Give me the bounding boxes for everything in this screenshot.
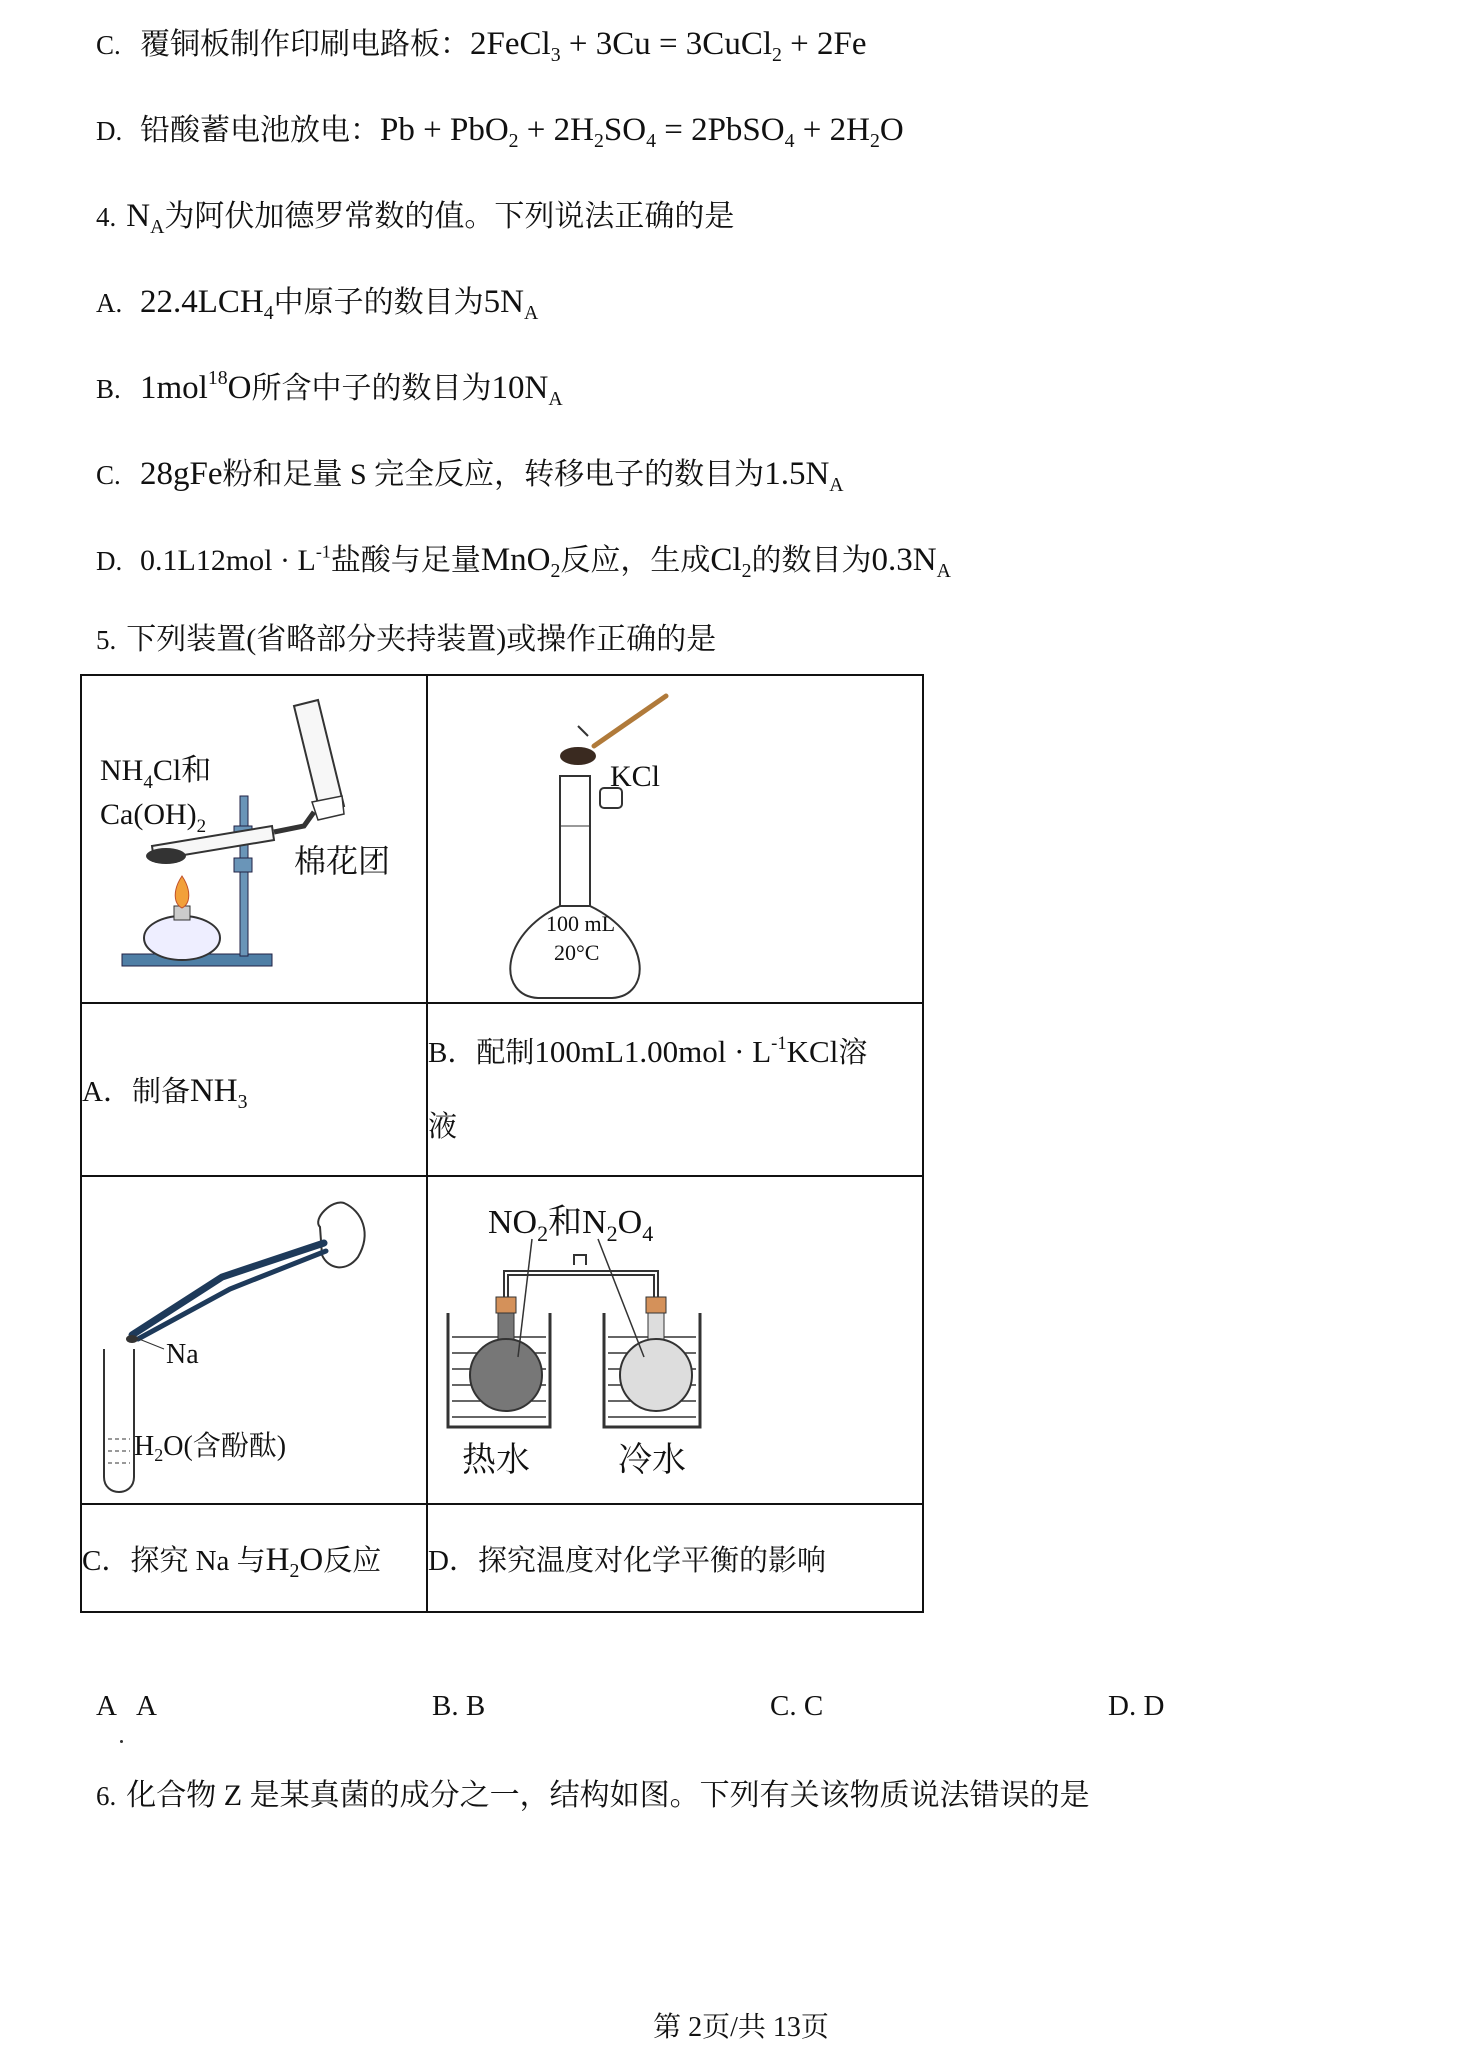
gas-label: $NO_2$和$N_2O_4$ (488, 1204, 654, 1246)
ammonia-apparatus-image (82, 676, 426, 1002)
question-4 (96, 196, 734, 237)
question-text: 下列装置(省略部分夹持装置)或操作正确的是 (126, 623, 717, 656)
flask-temp-label: 20°C (554, 940, 600, 965)
caption-c-tail: 反应 (323, 1544, 382, 1577)
option-text: 覆铜板制作印刷电路板： (140, 28, 470, 61)
question-text: 化合物 Z 是某真菌的成分之一，结构如图。下列有关该物质说法错误的是 (126, 1779, 1090, 1812)
question-text: 为阿伏加德罗常数的值。下列说法正确的是 (164, 200, 735, 233)
q4-option-d (96, 540, 951, 581)
q4-option-a (96, 282, 538, 323)
formula: $10N_A$ (491, 370, 563, 410)
caption-b: B．配制 (428, 1037, 535, 1069)
answer-d: D. D (1108, 1690, 1165, 1722)
svg-text:Ca(OH)2: $Ca(OH)_2$ (100, 798, 207, 837)
formula: $1.5N_A$ (764, 456, 844, 496)
cell-image-b (427, 675, 923, 1003)
formula: $5N_A$ (483, 284, 539, 324)
formula: $Cl_2$ (710, 542, 752, 582)
option-label: D. (96, 546, 123, 576)
dot-mark (120, 1740, 123, 1743)
formula: 1mol$^{18}$O (140, 367, 252, 406)
sodium-water-image (82, 1177, 426, 1503)
option-label: A. (96, 288, 123, 318)
formula: $N_A$ (126, 198, 165, 238)
volumetric-flask-image (428, 676, 922, 1002)
cell-caption-c (81, 1504, 427, 1612)
cell-image-d (427, 1176, 923, 1504)
option-label: C. (96, 460, 121, 490)
answer-b: B. B (432, 1690, 486, 1722)
formula: $0.3N_A$ (871, 542, 951, 582)
kcl-label: KCl (610, 760, 661, 793)
svg-text:NH4Cl和: $NH_4Cl$和 (100, 754, 212, 793)
flask-volume-label: 100 mL (546, 911, 616, 936)
equation: 2FeCl$_3$ + 3Cu = 3CuCl$_2$ + 2Fe (470, 26, 867, 66)
caption-b-tail2: 液 (428, 1111, 458, 1143)
hot-water-label: 热水 (462, 1442, 530, 1479)
answer-a-label: A (96, 1690, 117, 1722)
question-number: 6. (96, 1781, 117, 1811)
answer-c: C. C (770, 1690, 824, 1722)
cell-image-a (81, 675, 427, 1003)
option-label: B. (96, 374, 121, 404)
q4-option-b (96, 368, 563, 409)
page-footer: 第 2页/共 13页 (653, 2012, 829, 2043)
question-6 (96, 1776, 1090, 1816)
caption-d: D．探究温度对化学平衡的影响 (428, 1544, 826, 1577)
formula: $NH_3$ (189, 1073, 248, 1113)
option-c-line (96, 24, 867, 65)
caption-b-tail: 溶 (838, 1037, 868, 1069)
q4-option-c (96, 454, 844, 495)
equation: $Pb + PbO_2 + 2H_2SO_4$ = 2PbSO$_4$ + $2H_2O$ (380, 112, 904, 152)
cotton-label: 棉花团 (294, 843, 391, 879)
answer-a-value: A (136, 1690, 157, 1722)
option-text: 的数目为 (751, 544, 872, 577)
option-label: C. (96, 30, 121, 60)
option-text: 反应，生成 (560, 544, 711, 577)
option-text: 铅酸蓄电池放电： (140, 114, 380, 147)
equilibrium-image (428, 1177, 922, 1503)
question-number: 4. (96, 202, 117, 232)
option-d-line (96, 110, 904, 151)
formula: 28gFe (140, 456, 223, 492)
cell-caption-a (81, 1003, 427, 1176)
question-5 (96, 620, 716, 660)
option-text: 中原子的数目为 (273, 286, 484, 319)
formula: $H_2O$ (265, 1541, 324, 1582)
cell-image-c (81, 1176, 427, 1504)
question-number: 5. (96, 625, 117, 655)
cell-caption-d (427, 1504, 923, 1612)
formula: $100mL1.00mol \cdot L^{-1}KCl$ (534, 1032, 839, 1069)
cell-caption-b (427, 1003, 923, 1176)
option-text: 粉和足量 S 完全反应，转移电子的数目为 (222, 458, 765, 491)
formula: $22.4LCH_4$ (140, 284, 274, 324)
apparatus-table (80, 674, 924, 1613)
option-label: D. (96, 116, 123, 146)
option-text: 所含中子的数目为 (251, 372, 492, 405)
q5-answer-options (96, 1690, 1196, 1730)
option-text: 盐酸与足量 (330, 544, 481, 577)
formula: MnO$_2$ (480, 542, 561, 582)
caption-a: A．制备 (82, 1076, 190, 1108)
water-label: $H_2O$(含酚酞) (134, 1431, 287, 1465)
cold-water-label: 冷水 (618, 1442, 686, 1479)
na-label: Na (166, 1339, 199, 1370)
formula: $0.1L12mol \cdot L^{-1}$ (140, 541, 331, 577)
caption-c: C．探究 Na 与 (82, 1544, 266, 1577)
